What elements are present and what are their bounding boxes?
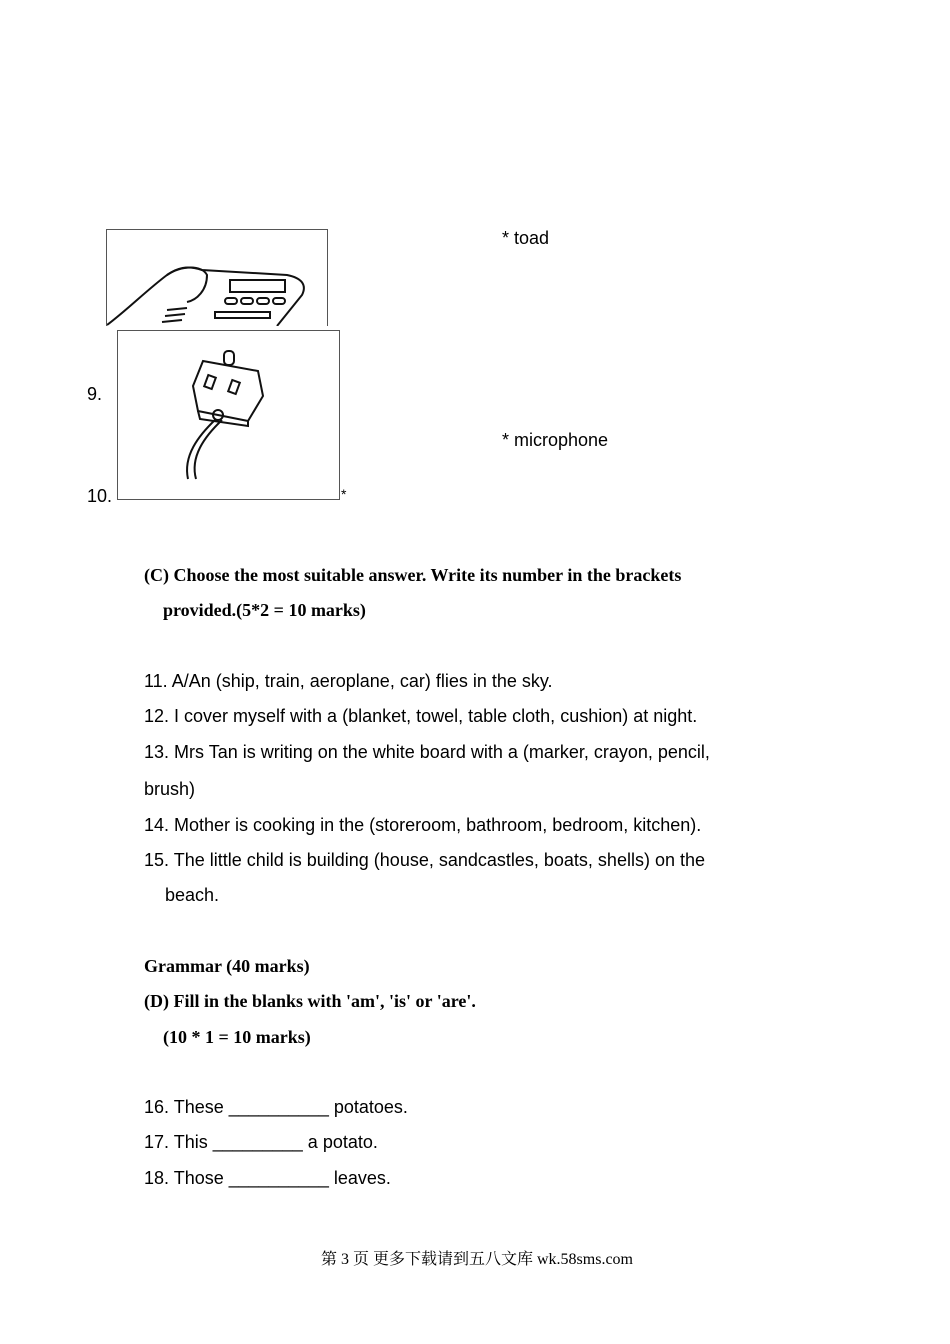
- question-15-cont: beach.: [165, 885, 220, 905]
- question-14: 14. Mother is cooking in the (storeroom, bathroom, bedroom, kitchen).: [144, 815, 702, 835]
- question-15: 15. The little child is building (house, sandcastles, boats, shells) on the: [144, 850, 705, 870]
- question-10-number: 10.: [87, 486, 113, 506]
- question-16: 16. These __________ potatoes.: [144, 1097, 408, 1117]
- telephone-picture: [106, 229, 328, 326]
- question-11: 11. A/An (ship, train, aeroplane, car) flies in the sky.: [144, 671, 553, 691]
- question-12: 12. I cover myself with a (blanket, towel, table cloth, cushion) at night.: [144, 706, 698, 726]
- plug-icon: [118, 331, 339, 499]
- question-13: 13. Mrs Tan is writing on the white board with a (marker, crayon, pencil,: [144, 742, 710, 762]
- question-13-cont: brush): [144, 779, 196, 799]
- telephone-icon: [107, 230, 327, 326]
- question-10-star: *: [341, 486, 347, 502]
- page-footer: 第 3 页 更多下载请到五八文库 wk.58sms.com: [321, 1251, 634, 1268]
- section-d-heading: (D) Fill in the blanks with 'am', 'is' or 'are'.: [144, 991, 476, 1011]
- question-9-number: 9.: [87, 384, 103, 404]
- option-toad: * toad: [502, 228, 550, 248]
- section-c-heading: (C) Choose the most suitable answer. Write its number in the brackets: [144, 565, 682, 585]
- option-microphone: * microphone: [502, 430, 609, 450]
- question-18: 18. Those __________ leaves.: [144, 1168, 391, 1188]
- plug-picture: [117, 330, 340, 500]
- section-d-marks: (10 * 1 = 10 marks): [163, 1027, 311, 1047]
- grammar-title: Grammar (40 marks): [144, 956, 310, 976]
- section-c-heading-cont: provided.(5*2 = 10 marks): [163, 600, 366, 620]
- question-17: 17. This _________ a potato.: [144, 1132, 378, 1152]
